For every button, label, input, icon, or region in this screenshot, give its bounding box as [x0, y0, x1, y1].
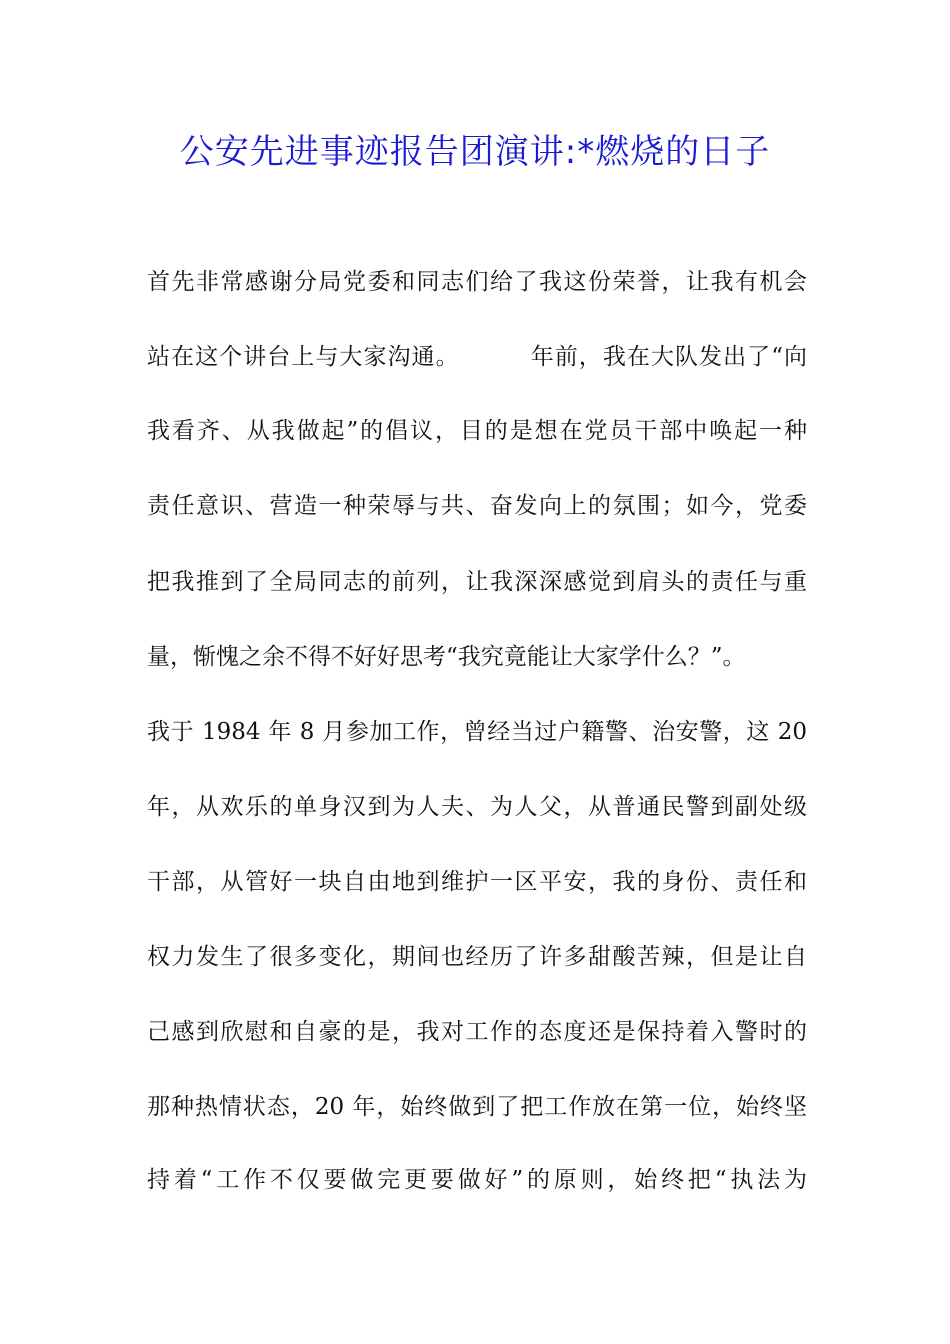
paragraph-line: 我看齐、从我做起”的倡议，目的是想在党员干部中唤起一种 — [147, 418, 807, 444]
paragraph-line: 责任意识、营造一种荣辱与共、奋发向上的氛围；如今，党委 — [147, 493, 807, 519]
paragraph-line — [147, 340, 807, 374]
paragraph-line: 量，惭愧之余不得不好好思考“我究竟能让大家学什么？”。 — [147, 644, 746, 670]
paragraph-line-part: 站在这个讲台上与大家沟通。 — [147, 344, 460, 370]
paragraph-line: 那种热情状态，20 年，始终做到了把工作放在第一位，始终坚 — [147, 1094, 807, 1120]
paragraph-line: 年，从欢乐的单身汉到为人夫、为人父，从普通民警到副处级 — [147, 794, 807, 820]
paragraph-line: 己感到欣慰和自豪的是，我对工作的态度还是保持着入警时的 — [147, 1019, 807, 1045]
paragraph-line: 首先非常感谢分局党委和同志们给了我这份荣誉，让我有机会 — [147, 269, 807, 295]
paragraph-line: 把我推到了全局同志的前列，让我深深感觉到肩头的责任与重 — [147, 569, 807, 595]
paragraph-line: 持着“工作不仅要做完更要做好”的原则，始终把“执法为 — [147, 1167, 807, 1193]
document-title: 公安先进事迹报告团演讲:*燃烧的日子 — [179, 132, 771, 172]
paragraph-line: 权力发生了很多变化，期间也经历了许多甜酸苦辣，但是让自 — [147, 944, 807, 970]
paragraph-line: 干部，从管好一块自由地到维护一区平安，我的身份、责任和 — [147, 869, 807, 895]
paragraph-line: 我于 1984 年 8 月参加工作，曾经当过户籍警、治安警，这 20 — [147, 719, 807, 745]
paragraph-line-part: 年前，我在大队发出了“向 — [529, 344, 808, 370]
